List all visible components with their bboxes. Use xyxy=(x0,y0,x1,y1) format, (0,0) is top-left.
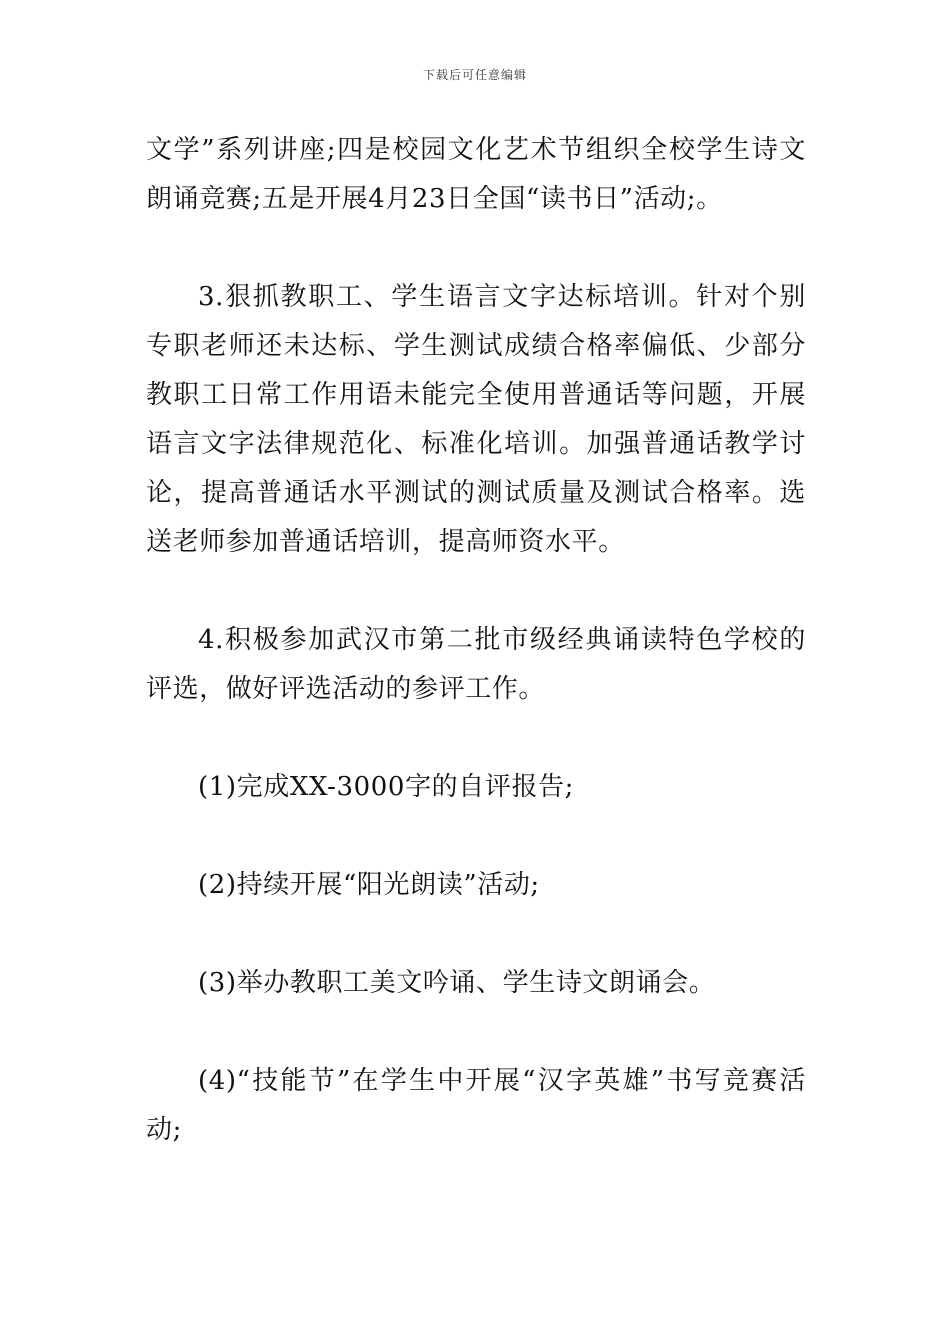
paragraph-item-4: 4.积极参加武汉市第二批市级经典诵读特色学校的评选，做好评选活动的参评工作。 xyxy=(146,625,806,704)
sub-item-3: (3)举办教职工美文吟诵、学生诗文朗诵会。 xyxy=(198,968,716,998)
paragraph-item-3: 3.狠抓教职工、学生语言文字达标培训。针对个别专职老师还未达标、学生测试成绩合格率偏低、少部分教职工日常工作用语未能完全使用普通话等问题，开展语言文字法律规范化、标准化培训。加强普通话教学讨论，提高普通话水平测试的测试质量及测试合格率。选送老师参加普通话培训，提高师资水平。 xyxy=(146,282,806,557)
sub-item-1: (1)完成XX-3000字的自评报告; xyxy=(198,772,575,802)
sub-item-4: (4)“技能节”在学生中开展“汉字英雄”书写竞赛活动; xyxy=(146,1066,806,1145)
document-body xyxy=(146,126,806,1155)
sub-item-2: (2)持续开展“阳光朗读”活动; xyxy=(198,870,540,900)
page-header: 下载后可任意编辑 xyxy=(422,68,527,82)
paragraph-continuation: 文学”系列讲座;四是校园文化艺术节组织全校学生诗文朗诵竞赛;五是开展4月23日全国“读书日”活动;。 xyxy=(146,135,806,214)
